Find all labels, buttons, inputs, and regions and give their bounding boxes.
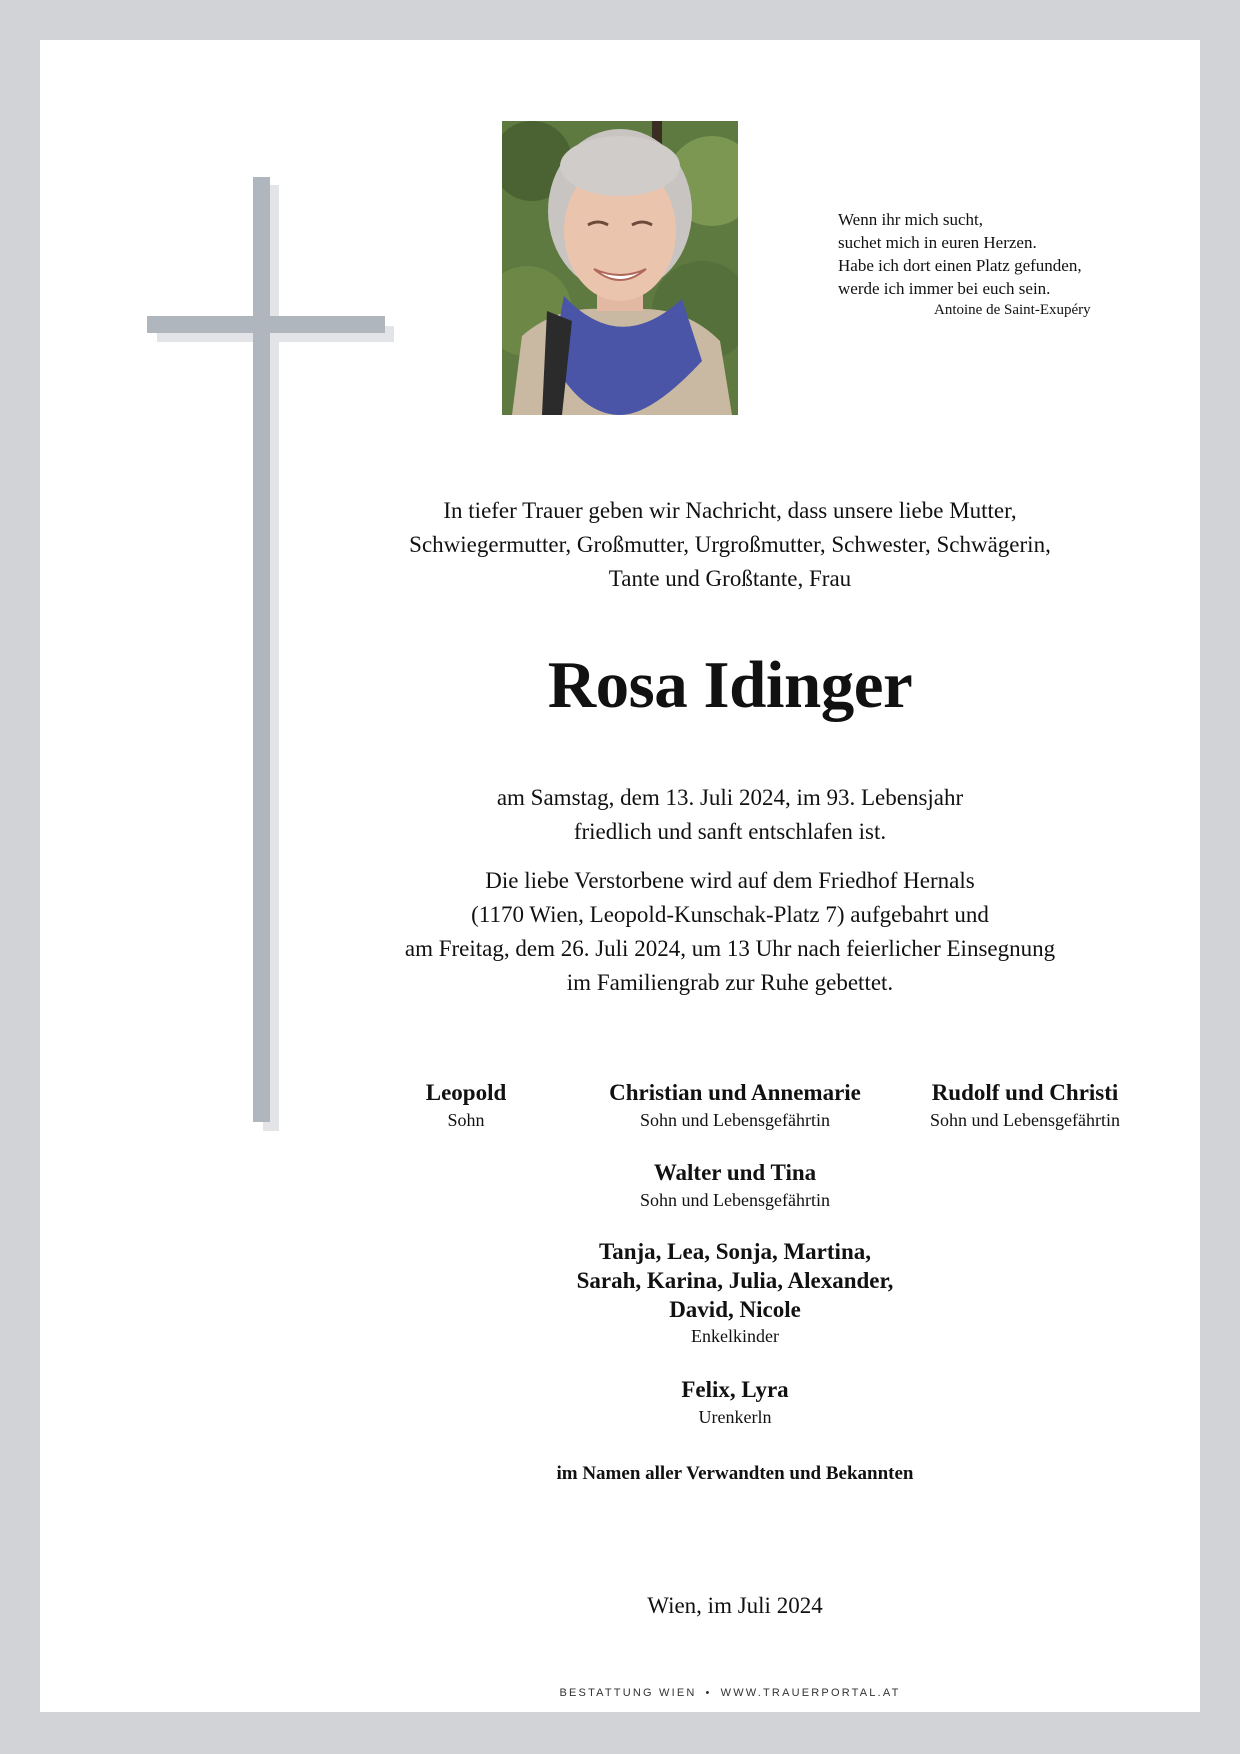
passing-line: friedlich und sanft entschlafen ist. bbox=[573, 819, 887, 844]
quote-line: Habe ich dort einen Platz gefunden, bbox=[838, 256, 1082, 275]
footer-company: BESTATTUNG WIEN bbox=[559, 1687, 697, 1699]
intro-line: Tante und Großtante, Frau bbox=[608, 566, 852, 591]
quote-line: werde ich immer bei euch sein. bbox=[838, 279, 1051, 298]
intro-line: Schwiegermutter, Großmutter, Urgroßmutter, Schwester, Schwägerin, bbox=[409, 532, 1051, 557]
passing-notice bbox=[360, 781, 1100, 849]
mourner-name: Leopold bbox=[425, 1080, 507, 1105]
quote-line: suchet mich in euren Herzen. bbox=[838, 233, 1037, 252]
mourner-great-grandchildren bbox=[560, 1375, 910, 1429]
footer-website: WWW.TRAUERPORTAL.AT bbox=[720, 1687, 901, 1699]
footer bbox=[360, 1687, 1100, 1699]
footer-separator: • bbox=[705, 1687, 712, 1699]
mourner-relation: Urenkerln bbox=[698, 1407, 772, 1427]
grandchildren-line: David, Nicole bbox=[669, 1297, 801, 1322]
mourner-walter bbox=[560, 1158, 910, 1212]
place-date: Wien, im Juli 2024 bbox=[647, 1593, 823, 1618]
mourner-name: Walter und Tina bbox=[653, 1160, 817, 1185]
mourner-relation: Sohn und Lebensgefährtin bbox=[640, 1190, 830, 1210]
announcement-intro bbox=[360, 494, 1100, 596]
mourner-grandchildren bbox=[520, 1237, 950, 1348]
grandchildren-line: Sarah, Karina, Julia, Alexander, bbox=[576, 1268, 894, 1293]
epitaph-quote bbox=[838, 208, 1138, 320]
mourner-name: Rudolf und Christi bbox=[931, 1080, 1119, 1105]
burial-notice bbox=[360, 864, 1100, 1000]
intro-line: In tiefer Trauer geben wir Nachricht, dass unsere liebe Mutter, bbox=[443, 498, 1017, 523]
mourner-relation: Enkelkinder bbox=[691, 1326, 779, 1346]
quote-line: Wenn ihr mich sucht, bbox=[838, 210, 983, 229]
mourner-rudolf bbox=[900, 1078, 1150, 1132]
grandchildren-line: Tanja, Lea, Sonja, Martina, bbox=[599, 1239, 871, 1264]
deceased-name: Rosa Idinger bbox=[547, 648, 913, 722]
cross-icon-beam bbox=[147, 316, 385, 333]
mourner-relation: Sohn bbox=[447, 1110, 485, 1130]
burial-line: am Freitag, dem 26. Juli 2024, um 13 Uhr nach feierlicher Einsegnung bbox=[404, 936, 1056, 961]
mourner-christian bbox=[560, 1078, 910, 1132]
portrait-illustration bbox=[502, 121, 738, 415]
mourner-leopold bbox=[366, 1078, 566, 1132]
closing-line: im Namen aller Verwandten und Bekannten bbox=[556, 1463, 914, 1484]
mourner-name bbox=[520, 1237, 950, 1324]
passing-line: am Samstag, dem 13. Juli 2024, im 93. Lebensjahr bbox=[496, 785, 964, 810]
burial-line: (1170 Wien, Leopold-Kunschak-Platz 7) aufgebahrt und bbox=[471, 902, 989, 927]
burial-line: im Familiengrab zur Ruhe gebettet. bbox=[566, 970, 894, 995]
portrait-photo bbox=[502, 121, 738, 415]
mourner-name: Felix, Lyra bbox=[681, 1377, 789, 1402]
mourner-relation: Sohn und Lebensgefährtin bbox=[640, 1110, 830, 1130]
burial-line: Die liebe Verstorbene wird auf dem Friedhof Hernals bbox=[485, 868, 975, 893]
mourner-relation: Sohn und Lebensgefährtin bbox=[930, 1110, 1120, 1130]
mourner-name: Christian und Annemarie bbox=[609, 1080, 861, 1105]
quote-author: Antoine de Saint-Exupéry bbox=[934, 302, 1091, 318]
